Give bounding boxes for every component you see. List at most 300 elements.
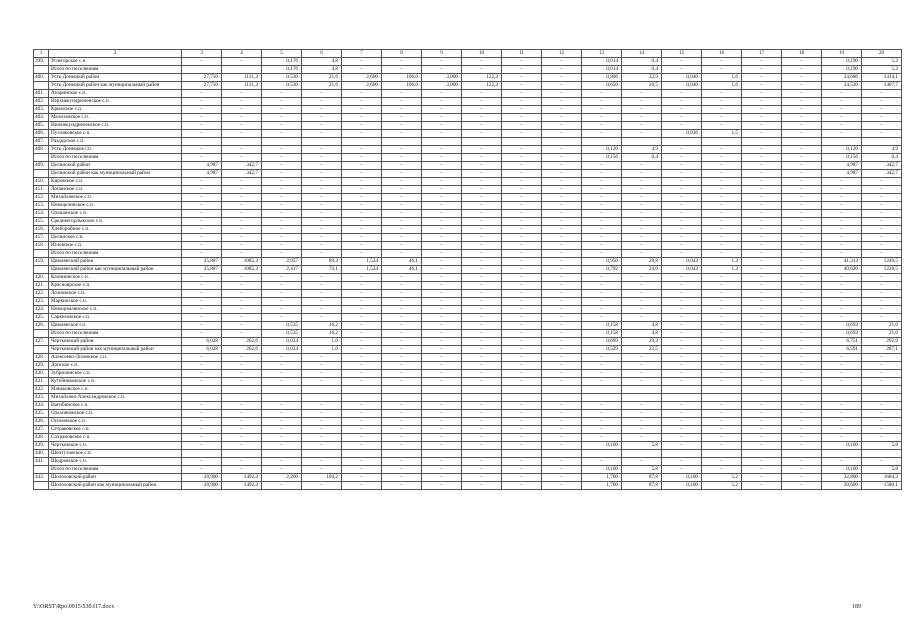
table-cell: – <box>382 234 422 242</box>
table-cell: – <box>342 434 382 442</box>
table-cell: – <box>822 210 862 218</box>
table-cell <box>702 138 742 146</box>
table-cell: – <box>502 66 542 74</box>
table-cell: – <box>542 58 582 66</box>
table-cell: – <box>622 418 662 426</box>
table-cell: – <box>502 218 542 226</box>
table-cell: – <box>862 98 902 106</box>
table-cell: – <box>382 370 422 378</box>
row-index <box>34 82 49 90</box>
table-cell: 342,7 <box>862 162 902 170</box>
table-cell: – <box>342 186 382 194</box>
table-cell: – <box>822 370 862 378</box>
table-cell: – <box>822 106 862 114</box>
row-name: Мелиховское с.п. <box>49 114 182 122</box>
table-cell: – <box>702 90 742 98</box>
table-cell: 21,6 <box>302 74 342 82</box>
table-cell: – <box>222 354 262 362</box>
table-cell: – <box>662 378 702 386</box>
table-cell: – <box>582 178 622 186</box>
table-cell: – <box>222 186 262 194</box>
table-row <box>34 418 902 426</box>
table-cell: – <box>342 122 382 130</box>
table-row <box>34 90 902 98</box>
table-cell: 5,2 <box>702 474 742 482</box>
table-cell: – <box>502 290 542 298</box>
table-cell: 1,524 <box>342 266 382 274</box>
table-cell <box>662 450 702 458</box>
table-cell: – <box>222 274 262 282</box>
table-cell: – <box>582 458 622 466</box>
table-cell: – <box>702 314 742 322</box>
table-cell: – <box>582 210 622 218</box>
table-cell: – <box>782 106 822 114</box>
table-cell: – <box>862 370 902 378</box>
table-cell: – <box>502 410 542 418</box>
table-row <box>34 218 902 226</box>
table-cell: – <box>502 442 542 450</box>
table-cell: – <box>262 146 302 154</box>
table-cell: – <box>662 122 702 130</box>
table-cell: – <box>742 114 782 122</box>
table-row <box>34 234 902 242</box>
table-cell: – <box>262 418 302 426</box>
table-cell: – <box>662 250 702 258</box>
table-cell: 1,0 <box>302 338 342 346</box>
row-name: Нагибинское с.п. <box>49 402 182 410</box>
table-cell: – <box>782 402 822 410</box>
table-cell: – <box>742 402 782 410</box>
table-cell: – <box>782 290 822 298</box>
table-cell: – <box>422 274 462 282</box>
table-cell: – <box>342 90 382 98</box>
table-cell: – <box>502 330 542 338</box>
table-cell: 4,987 <box>822 170 862 178</box>
table-cell: – <box>582 218 622 226</box>
table-cell: – <box>342 410 382 418</box>
table-cell: – <box>182 58 222 66</box>
table-cell: – <box>822 434 862 442</box>
table-cell: – <box>702 186 742 194</box>
table-cell: – <box>182 362 222 370</box>
table-cell: – <box>422 210 462 218</box>
table-cell: – <box>622 234 662 242</box>
row-name: Итого по поселениям <box>49 250 182 258</box>
table-cell: – <box>662 210 702 218</box>
table-cell: – <box>422 250 462 258</box>
table-cell: – <box>662 114 702 122</box>
table-cell: – <box>382 154 422 162</box>
table-cell: – <box>662 466 702 474</box>
table-cell: – <box>662 330 702 338</box>
table-cell: 4,8 <box>302 58 342 66</box>
table-cell <box>382 450 422 458</box>
table-cell: – <box>182 322 222 330</box>
table-cell: – <box>502 354 542 362</box>
table-cell: – <box>782 274 822 282</box>
table-cell: – <box>542 466 582 474</box>
table-cell: – <box>462 474 502 482</box>
table-cell: – <box>382 474 422 482</box>
table-cell: – <box>782 442 822 450</box>
row-index <box>34 154 49 162</box>
table-cell: – <box>302 170 342 178</box>
table-cell: – <box>622 274 662 282</box>
table-cell: – <box>742 434 782 442</box>
table-row <box>34 66 902 74</box>
table-cell: – <box>302 242 342 250</box>
row-name: Среднеегорлыкское с.п. <box>49 218 182 226</box>
table-cell: – <box>742 186 782 194</box>
table-cell: – <box>502 266 542 274</box>
table-cell: – <box>342 298 382 306</box>
table-cell: – <box>662 322 702 330</box>
table-cell: – <box>542 266 582 274</box>
table-cell: 0,176 <box>262 66 302 74</box>
table-cell: – <box>422 458 462 466</box>
table-cell: – <box>222 330 262 338</box>
table-cell <box>862 386 902 394</box>
row-index <box>34 346 49 354</box>
row-name: Крымское с.п. <box>49 106 182 114</box>
table-cell: 0,024 <box>262 338 302 346</box>
table-cell <box>582 138 622 146</box>
row-index: 428. <box>34 354 49 362</box>
table-cell: – <box>222 362 262 370</box>
table-cell: – <box>302 130 342 138</box>
table-cell: – <box>542 322 582 330</box>
row-index: 442. <box>34 474 49 482</box>
table-cell: – <box>742 274 782 282</box>
table-row <box>34 346 902 354</box>
table-cell: – <box>182 242 222 250</box>
table-cell: – <box>502 402 542 410</box>
table-cell: – <box>782 314 822 322</box>
table-cell: – <box>422 226 462 234</box>
table-cell: – <box>342 282 382 290</box>
row-index: 441. <box>34 458 49 466</box>
table-cell: – <box>382 434 422 442</box>
table-cell: – <box>462 354 502 362</box>
table-cell: 0,014 <box>582 66 622 74</box>
table-row <box>34 378 902 386</box>
table-cell <box>342 138 382 146</box>
row-index: 399. <box>34 58 49 66</box>
row-name: Кутейниковское с.п. <box>49 378 182 386</box>
table-cell: – <box>822 410 862 418</box>
table-cell: – <box>662 426 702 434</box>
table-cell: – <box>302 194 342 202</box>
table-row <box>34 146 902 154</box>
table-cell: – <box>622 178 662 186</box>
table-cell: – <box>582 362 622 370</box>
table-cell: – <box>702 66 742 74</box>
table-cell: – <box>862 114 902 122</box>
table-cell: – <box>862 90 902 98</box>
table-row <box>34 442 902 450</box>
table-cell: 26,5 <box>622 82 662 90</box>
table-cell: – <box>702 146 742 154</box>
table-cell: – <box>182 370 222 378</box>
table-cell: – <box>822 402 862 410</box>
table-cell: 0,693 <box>822 330 862 338</box>
table-cell: – <box>422 482 462 490</box>
table-cell: – <box>542 442 582 450</box>
table-cell: – <box>302 370 342 378</box>
table-cell: – <box>422 114 462 122</box>
table-cell: – <box>302 362 342 370</box>
column-header: 15 <box>662 50 702 58</box>
table-cell: – <box>302 202 342 210</box>
table-cell: – <box>662 338 702 346</box>
table-cell: – <box>782 162 822 170</box>
table-cell: – <box>342 314 382 322</box>
table-cell: – <box>582 378 622 386</box>
table-cell <box>302 450 342 458</box>
table-cell: 5,2 <box>862 58 902 66</box>
row-name: Осиновское с.п. <box>49 418 182 426</box>
table-cell: – <box>342 242 382 250</box>
table-cell: – <box>302 250 342 258</box>
table-cell: – <box>742 322 782 330</box>
row-index <box>34 250 49 258</box>
table-cell: – <box>462 362 502 370</box>
table-cell: – <box>542 458 582 466</box>
table-cell: – <box>662 346 702 354</box>
table-cell: – <box>342 202 382 210</box>
table-cell: – <box>822 114 862 122</box>
table-cell: – <box>542 346 582 354</box>
table-cell: – <box>862 458 902 466</box>
table-cell: – <box>182 290 222 298</box>
table-cell: – <box>622 90 662 98</box>
table-cell: – <box>502 346 542 354</box>
table-cell: 21,6 <box>302 82 342 90</box>
table-cell <box>222 66 262 74</box>
table-cell: – <box>262 434 302 442</box>
table-cell: – <box>302 458 342 466</box>
table-cell: – <box>262 194 302 202</box>
table-row <box>34 410 902 418</box>
table-cell: – <box>222 298 262 306</box>
table-cell: – <box>502 146 542 154</box>
row-name: Шептуховское с.п. <box>49 450 182 458</box>
table-cell: – <box>222 322 262 330</box>
row-name: Усть-Донецкое г.п. <box>49 146 182 154</box>
table-cell: – <box>742 282 782 290</box>
table-cell: – <box>262 122 302 130</box>
table-cell: – <box>462 458 502 466</box>
table-cell: – <box>502 170 542 178</box>
table-cell: – <box>502 298 542 306</box>
table-cell: 0,120 <box>582 146 622 154</box>
row-name: Новоцимлянское с.п. <box>49 306 182 314</box>
table-cell: – <box>262 210 302 218</box>
table-cell: – <box>822 242 862 250</box>
table-cell: – <box>542 434 582 442</box>
table-cell: – <box>382 122 422 130</box>
table-cell: – <box>422 178 462 186</box>
table-cell: – <box>582 418 622 426</box>
table-cell: – <box>742 146 782 154</box>
table-cell: – <box>582 226 622 234</box>
table-cell: – <box>582 410 622 418</box>
table-cell: – <box>542 482 582 490</box>
table-cell: – <box>582 186 622 194</box>
row-name: Алексеево-Лозовское с.п. <box>49 354 182 362</box>
table-cell: – <box>782 170 822 178</box>
table-cell: 27,750 <box>182 74 222 82</box>
table-cell <box>502 386 542 394</box>
table-cell: – <box>422 98 462 106</box>
table-cell: – <box>782 410 822 418</box>
table-cell: 5,8 <box>622 442 662 450</box>
table-cell: 5,8 <box>622 466 662 474</box>
row-name: Чертковское с.п. <box>49 442 182 450</box>
table-cell: – <box>462 98 502 106</box>
table-cell: – <box>662 418 702 426</box>
table-cell: – <box>262 98 302 106</box>
table-cell: – <box>462 274 502 282</box>
table-cell: – <box>302 298 342 306</box>
table-cell: 1580,1 <box>862 482 902 490</box>
table-cell: – <box>782 194 822 202</box>
table-cell: – <box>462 370 502 378</box>
table-cell: – <box>422 378 462 386</box>
table-cell: 73,1 <box>302 266 342 274</box>
table-cell: – <box>422 266 462 274</box>
table-cell: – <box>862 354 902 362</box>
table-cell: – <box>182 354 222 362</box>
table-cell: – <box>742 298 782 306</box>
table-cell: 104,2 <box>302 474 342 482</box>
table-cell: – <box>222 466 262 474</box>
table-row <box>34 258 902 266</box>
table-cell: – <box>502 466 542 474</box>
table-cell: – <box>862 274 902 282</box>
row-index: 431. <box>34 378 49 386</box>
table-cell: 6,751 <box>822 338 862 346</box>
table-cell: – <box>702 178 742 186</box>
table-cell: – <box>302 442 342 450</box>
table-cell: – <box>182 274 222 282</box>
table-cell: – <box>422 202 462 210</box>
table-cell: 4,987 <box>822 162 862 170</box>
table-cell: – <box>382 194 422 202</box>
table-row <box>34 266 902 274</box>
table-cell: – <box>542 186 582 194</box>
table-cell: – <box>262 250 302 258</box>
table-cell: – <box>222 378 262 386</box>
table-cell <box>782 394 822 402</box>
table-cell: – <box>302 154 342 162</box>
table-cell: – <box>222 90 262 98</box>
table-cell: – <box>742 234 782 242</box>
row-name: Апаринское с.п. <box>49 90 182 98</box>
table-cell: – <box>502 306 542 314</box>
table-cell: – <box>862 290 902 298</box>
table-cell: – <box>542 210 582 218</box>
table-cell: – <box>382 426 422 434</box>
table-cell: – <box>782 338 822 346</box>
table-cell: – <box>622 210 662 218</box>
table-cell: 4,9 <box>622 146 662 154</box>
table-cell: – <box>862 186 902 194</box>
table-cell: – <box>502 370 542 378</box>
table-cell: – <box>622 314 662 322</box>
table-cell: – <box>662 178 702 186</box>
table-cell: – <box>302 98 342 106</box>
row-name: Маньковское с.п. <box>49 386 182 394</box>
table-cell: – <box>822 306 862 314</box>
table-cell <box>182 394 222 402</box>
table-cell: – <box>302 402 342 410</box>
table-cell: – <box>782 330 822 338</box>
table-cell: – <box>662 226 702 234</box>
table-cell: 2,600 <box>342 74 382 82</box>
table-cell: – <box>742 266 782 274</box>
table-cell: – <box>422 242 462 250</box>
row-index: 438. <box>34 434 49 442</box>
table-cell: – <box>622 370 662 378</box>
table-cell: – <box>742 354 782 362</box>
table-cell: – <box>422 234 462 242</box>
table-cell: – <box>382 98 422 106</box>
table-cell: 0,160 <box>822 466 862 474</box>
table-cell: – <box>182 130 222 138</box>
table-row <box>34 82 902 90</box>
table-cell: – <box>862 418 902 426</box>
table-cell: – <box>782 146 822 154</box>
table-cell <box>302 138 342 146</box>
table-cell: – <box>862 306 902 314</box>
table-cell: – <box>342 474 382 482</box>
table-cell: – <box>702 402 742 410</box>
table-cell: 6,028 <box>182 346 222 354</box>
table-cell: – <box>622 458 662 466</box>
table-cell: – <box>302 186 342 194</box>
row-index: 403. <box>34 106 49 114</box>
table-cell: – <box>462 314 502 322</box>
table-cell: 0,014 <box>582 58 622 66</box>
table-cell <box>542 450 582 458</box>
table-cell: – <box>742 362 782 370</box>
table-cell: – <box>342 234 382 242</box>
row-name: Усть-Донецкий район <box>49 74 182 82</box>
row-name: Итого по поселениям <box>49 66 182 74</box>
table-cell: – <box>822 298 862 306</box>
table-cell: – <box>782 298 822 306</box>
table-cell: – <box>702 162 742 170</box>
table-cell: – <box>422 130 462 138</box>
table-cell: – <box>262 362 302 370</box>
table-cell: – <box>262 306 302 314</box>
table-cell: – <box>662 90 702 98</box>
table-cell: – <box>862 314 902 322</box>
table-cell: – <box>742 130 782 138</box>
row-index: 414. <box>34 210 49 218</box>
table-cell: – <box>622 122 662 130</box>
table-row <box>34 298 902 306</box>
table-cell: – <box>342 274 382 282</box>
table-cell: – <box>462 58 502 66</box>
table-cell: – <box>342 378 382 386</box>
table-row <box>34 162 902 170</box>
footer-file-path: Y:\ORST\Rpo\0915\530.f17.docx <box>33 604 115 610</box>
table-cell <box>342 450 382 458</box>
table-cell: – <box>702 226 742 234</box>
table-cell <box>502 394 542 402</box>
